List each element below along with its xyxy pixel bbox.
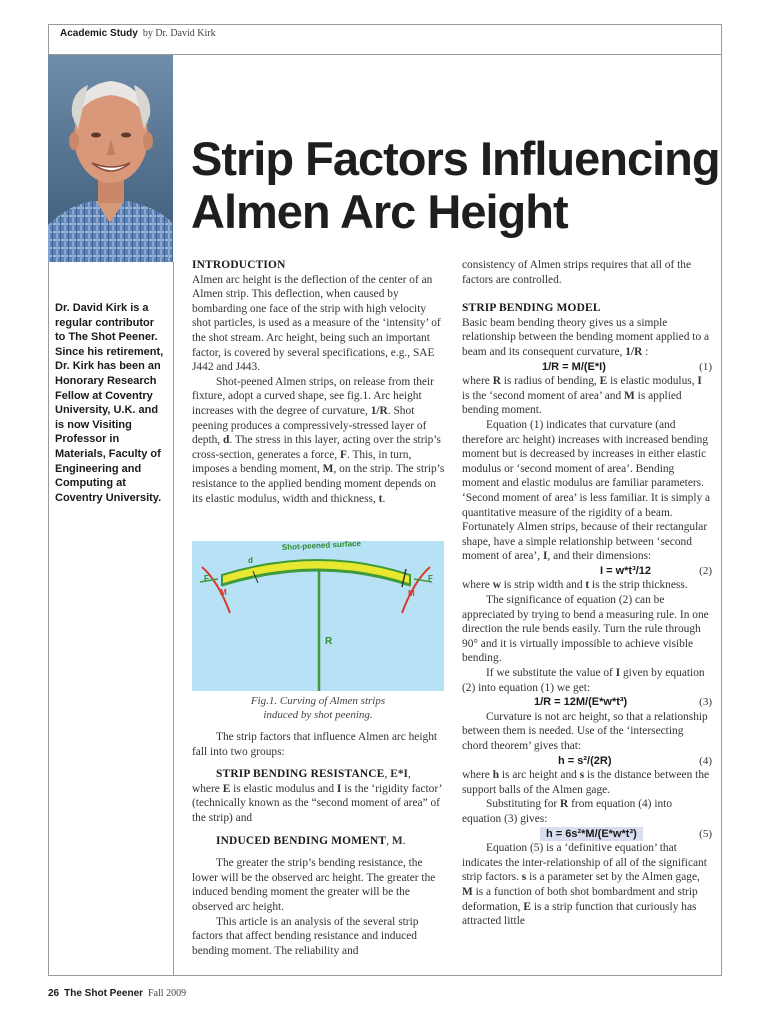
text: : [642, 345, 649, 358]
equation-3-number: (3) [699, 696, 712, 709]
text: is the ‘second moment of area’ and [462, 389, 625, 402]
resistance-paragraph: The greater the strip’s bending resistance, the lower will be the observed arc height. The greater the induced bending moment the greater will be the observed arc height. [192, 857, 436, 913]
text: is strip width and [500, 579, 586, 592]
e-symbol: E [599, 375, 608, 388]
group-1 [192, 767, 446, 782]
group-2-heading: INDUCED BENDING MOMENT [216, 834, 387, 847]
analysis-paragraph: This article is an analysis of the several strip factors that affect bending resistance and induced bending moment. The reliability and [192, 915, 419, 957]
depth-symbol: d [223, 434, 230, 447]
moment-label-left: M [220, 588, 227, 597]
byline: by Dr. David Kirk [142, 28, 216, 39]
text: Equation (5) is a ‘definitive equation’ that indicates the inter-relationship of all of the significant strip factors. [462, 842, 707, 884]
magazine-name: The Shot Peener [64, 988, 144, 999]
equation-2 [462, 564, 712, 579]
i-symbol: I [542, 550, 548, 563]
column-2 [462, 258, 712, 929]
force-label-left: F [204, 574, 209, 583]
i-symbol: I [615, 667, 621, 680]
author-portrait-image [48, 55, 173, 262]
text: . The stress in this layer, acting over the strip’s cross-section, generates a force, [192, 434, 441, 461]
intro-paragraph-1: Almen arc height is the deflection of the center of an Almen strip. This deflection, when caused by bombarding one face of the strip with high velocity shot particles, is used as a measure of the ‘intensity’ of the shot stream. Arc height, being such an important factor, is covered by several specifications, e.g., SAE J442 and J443. [192, 273, 441, 374]
equation-2-formula: I = w*t³/12 [600, 564, 652, 577]
author-photo [48, 55, 173, 262]
strip-curvature-diagram [192, 541, 444, 691]
model-paragraph-3 [462, 418, 712, 564]
text: If we substitute the value of [486, 667, 616, 680]
group-1-text [192, 782, 446, 826]
text: is a function of both shot bombardment and strip deformation, [462, 885, 698, 913]
text: , [384, 768, 391, 781]
column-1-continued [192, 730, 446, 958]
s-symbol: s [521, 871, 527, 884]
intro-paragraph-2 [192, 375, 446, 506]
text: is a parameter set by the Almen gage, [526, 871, 700, 884]
r-symbol: R [560, 798, 569, 811]
sidebar-divider [173, 262, 174, 976]
title-line-2: Almen Arc Height [191, 185, 568, 238]
text: is a strip function that curiously has attracted little [462, 900, 697, 928]
s-symbol: s [579, 769, 585, 782]
intro-heading: INTRODUCTION [192, 259, 286, 271]
column-1 [192, 258, 446, 506]
curvature-symbol: 1/R [625, 345, 643, 358]
moment-symbol: M [322, 463, 334, 476]
model-paragraph-6 [462, 666, 712, 695]
text: is the ‘rigidity factor’ (technically known as the “second moment of area” of the strip) and [192, 782, 442, 824]
text: given by equation (2) into equation (1) we get: [462, 667, 705, 694]
m-symbol: M [624, 389, 635, 402]
author-bio: Dr. David Kirk is a regular contributor to The Shot Peener. Since his retirement, Dr. Kirk has been an Honorary Research Fellow at Coventry University, U.K. and is now Visiting Professor in Materials, Faculty of Engineering and Computing at Coventry University. [55, 302, 164, 504]
m-symbol: M [462, 885, 473, 898]
t-symbol: t [585, 579, 590, 592]
text: , on the strip. The strip’s resistance to the applied bending moment depends on its elastic modulus, width and thickness, [192, 463, 445, 505]
equation-1-formula: 1/R = M/(E*I) [542, 360, 606, 373]
radius-label: R [325, 636, 333, 647]
force-label-right: F [428, 574, 433, 583]
figure-1 [192, 541, 444, 691]
article-title [191, 132, 721, 238]
ei-symbol: E*I [390, 768, 408, 781]
text: where [462, 375, 493, 388]
section-label: Academic Study [60, 28, 138, 39]
text: is elastic modulus and [230, 782, 337, 795]
i-symbol: I [336, 782, 342, 795]
equation-4-formula: h = s²/(2R) [558, 754, 612, 767]
text: Shot-peened Almen strips, on release from their fixture, adopt a curved shape, see fig.1. Arc height increases with the degree of curvature, [192, 375, 434, 417]
text: . This, in turn, imposes a bending moment, [192, 448, 412, 476]
model-paragraph-10 [462, 841, 712, 929]
e-symbol: E [523, 900, 531, 913]
equation-4-number: (4) [699, 754, 712, 767]
w-symbol: w [492, 579, 501, 592]
moment-label-right: M [408, 589, 415, 598]
caption-line-1: Fig.1. Curving of Almen strips [250, 695, 386, 707]
text: , [407, 768, 411, 781]
equation-2-number: (2) [699, 564, 712, 577]
force-symbol: F [340, 448, 347, 461]
h-symbol: h [492, 769, 500, 782]
text: is radius of bending, [500, 375, 600, 388]
page-number: 26 [48, 988, 60, 999]
text: , [386, 834, 392, 847]
text: from equation (4) into equation (3) gives: [462, 798, 673, 825]
text: is applied bending moment. [462, 389, 682, 417]
text: . Shot peening produces a compressively-stressed layer of depth, [192, 404, 427, 447]
depth-label: d [248, 556, 253, 565]
text: where [462, 769, 493, 782]
model-paragraph-2 [462, 374, 712, 418]
consistency-paragraph: consistency of Almen strips requires that all of the factors are controlled. [462, 259, 692, 286]
model-paragraph-8 [462, 768, 712, 797]
text: . [402, 834, 406, 847]
curvature-symbol: 1/R [370, 404, 388, 417]
text: where [192, 782, 223, 795]
caption-line-2: induced by shot peening. [263, 708, 373, 721]
equation-5-formula: h = 6s²*M/(E*w*t³) [540, 827, 643, 842]
equation-3-formula: 1/R = 12M/(E*w*t³) [534, 696, 628, 709]
equation-4 [462, 754, 712, 769]
page-footer [48, 988, 186, 1000]
text: Basic beam bending theory gives us a simple relationship between the bending moment applied to a beam and its consequent curvature, [462, 316, 710, 358]
m-symbol: M [391, 834, 403, 847]
text: is elastic modulus, [607, 375, 698, 388]
title-line-1: Strip Factors Influencing [191, 132, 720, 185]
equation-1 [462, 360, 712, 375]
model-paragraph-1 [462, 316, 712, 360]
model-paragraph-7: Curvature is not arc height, so that a relationship between them is needed. Use of the ‘intersecting chord theorem’ gives that: [462, 710, 708, 752]
group-1-heading: STRIP BENDING RESISTANCE [216, 768, 385, 781]
text: where [462, 579, 493, 592]
equation-5 [462, 827, 712, 842]
group-2 [192, 834, 446, 849]
r-symbol: R [492, 375, 501, 388]
equation-1-number: (1) [699, 360, 712, 373]
text: Equation (1) indicates that curvature (and therefore arc height) increases with increased bending moment but is decreased by increases in either elastic modulus or ‘second moment of area’. Bending moment and elastic modulus are familiar parameters. ‘Second moment of area’ is less familiar. It is simply a quantitative measure of the rigidity of a beam. Fortunately Almen strips, because of their rectangular shape, have a simple relationship between ‘second moment of area’, [462, 418, 711, 563]
equation-3 [462, 695, 712, 710]
text: is the distance between the support balls of the Almen gage. [462, 769, 710, 796]
section-kicker [60, 28, 216, 40]
e-symbol: E [222, 782, 231, 795]
model-paragraph-5: The significance of equation (2) can be appreciated by trying to bend a measuring rule. In one direction the rule bends easily. Turn the rule through 90° and it is virtually impossible to achieve visible bending. [462, 594, 709, 665]
text: is arc height and [499, 769, 580, 782]
thickness-symbol: t [378, 492, 383, 505]
figure-caption [192, 695, 444, 722]
issue-date: Fall 2009 [148, 988, 187, 999]
model-heading: STRIP BENDING MODEL [462, 302, 601, 315]
text: is the strip thickness. [589, 579, 688, 592]
text: . [382, 492, 386, 505]
groups-intro: The strip factors that influence Almen arc height fall into two groups: [192, 731, 438, 758]
surface-label: Shot-peened surface [281, 541, 362, 552]
text: Substituting for [486, 798, 561, 811]
model-paragraph-9 [462, 797, 712, 826]
text: , and their dimensions: [547, 550, 652, 563]
equation-5-number: (5) [699, 827, 712, 840]
model-paragraph-4 [462, 578, 712, 593]
i-symbol: I [697, 375, 702, 388]
